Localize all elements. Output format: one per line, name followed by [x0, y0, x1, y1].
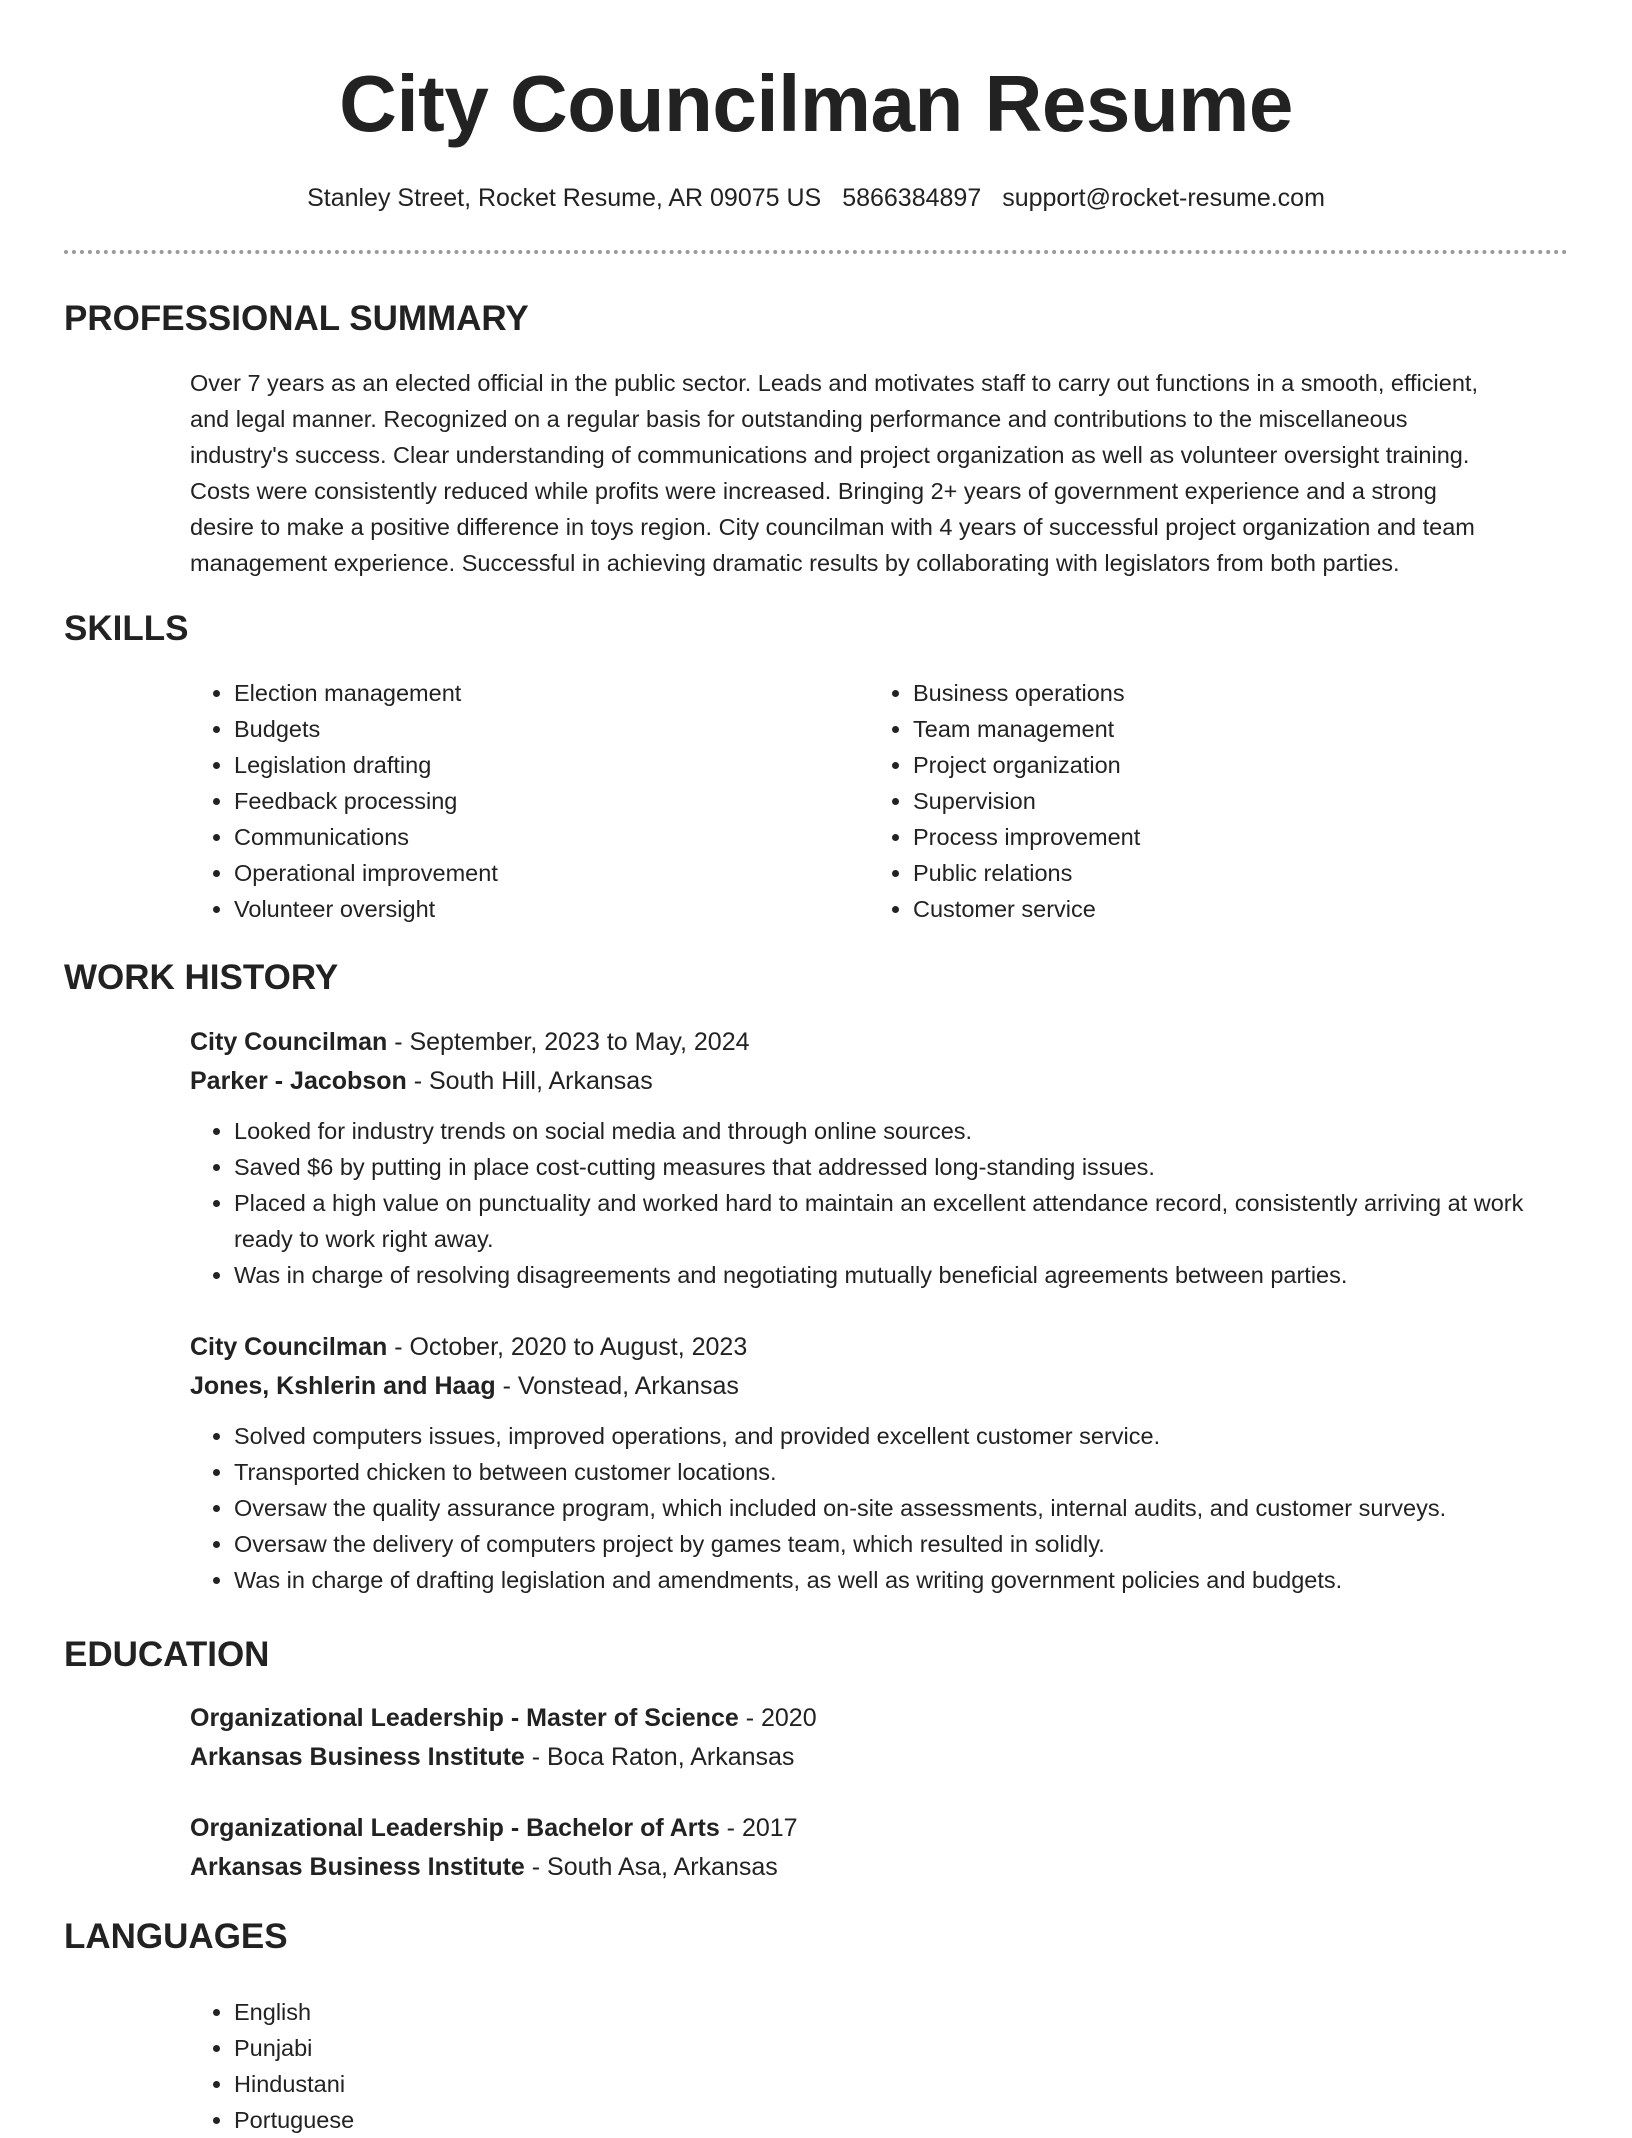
skills-column-left [190, 675, 830, 927]
education-location: - Boca Raton, Arkansas [524, 1743, 795, 1771]
education-school: Arkansas Business Institute [190, 1743, 525, 1771]
education-school: Arkansas Business Institute [190, 1853, 525, 1881]
language-item: • Hindustani [234, 2066, 1570, 2102]
job-employer: Jones, Kshlerin and Haag [190, 1372, 496, 1400]
job-bullet: • Was in charge of resolving disagreements and negotiating mutually beneficial agreements between parties. [234, 1257, 1570, 1293]
skill-item: • Budgets [234, 711, 830, 747]
summary-line: Costs were consistently reduced while profits were increased. Bringing 2+ years of government experience and a strong [190, 478, 1437, 504]
language-item: • Portuguese [234, 2102, 1570, 2138]
education-year: - 2017 [719, 1814, 798, 1842]
education-degree-line [190, 1699, 1570, 1738]
education-degree: Organizational Leadership - Bachelor of Arts [190, 1814, 720, 1842]
education-heading: EDUCATION [64, 1635, 270, 1674]
job-title: City Councilman [190, 1333, 388, 1361]
summary-text [190, 365, 1570, 581]
summary-line: industry's success. Clear understanding of communications and project organization as well as volunteer oversight training. [190, 442, 1470, 468]
education-location: - South Asa, Arkansas [524, 1853, 778, 1881]
job-entry [190, 1328, 1570, 1598]
job-employer: Parker - Jacobson [190, 1067, 407, 1095]
skill-item: • Team management [913, 711, 1509, 747]
job-bullet: • Was in charge of drafting legislation and amendments, as well as writing government policies and budgets. [234, 1562, 1570, 1598]
skill-item: • Project organization [913, 747, 1509, 783]
job-bullet: • Saved $6 by putting in place cost-cutting measures that addressed long-standing issues. [234, 1149, 1570, 1185]
job-location: - Vonstead, Arkansas [495, 1372, 739, 1400]
summary-heading: PROFESSIONAL SUMMARY [64, 299, 529, 338]
job-title-line [190, 1328, 1570, 1367]
education-entry [190, 1699, 1570, 1777]
education-year: - 2020 [738, 1704, 817, 1732]
work-heading: WORK HISTORY [64, 958, 339, 997]
languages-heading: LANGUAGES [64, 1917, 288, 1956]
job-title-line [190, 1023, 1570, 1062]
summary-line: desire to make a positive difference in toys region. City councilman with 4 years of successful project organization and team [190, 514, 1475, 540]
job-bullet: • Solved computers issues, improved operations, and provided excellent customer service. [234, 1418, 1570, 1454]
skill-item: • Legislation drafting [234, 747, 830, 783]
skill-item: • Election management [234, 675, 830, 711]
skill-item: • Communications [234, 819, 830, 855]
contact-phone: 5866384897 [842, 184, 982, 212]
skill-item: • Operational improvement [234, 855, 830, 891]
job-entry [190, 1023, 1570, 1293]
skill-item: • Volunteer oversight [234, 891, 830, 927]
education-entry [190, 1809, 1570, 1887]
summary-line: and legal manner. Recognized on a regular basis for outstanding performance and contributions to the miscellaneous [190, 406, 1408, 432]
skill-item: • Process improvement [913, 819, 1509, 855]
contact-address: Stanley Street, Rocket Resume, AR 09075 US [307, 184, 822, 212]
resume-title: City Councilman Resume [339, 59, 1293, 148]
job-bullet: • Placed a high value on punctuality and worked hard to maintain an excellent attendance record, consistently arriving at work ready to work right away. [234, 1185, 1570, 1257]
job-bullet: • Oversaw the quality assurance program, which included on-site assessments, internal audits, and customer surveys. [234, 1490, 1570, 1526]
job-title: City Councilman [190, 1028, 388, 1056]
job-dates: - October, 2020 to August, 2023 [387, 1333, 748, 1361]
skill-item: • Supervision [913, 783, 1509, 819]
languages-list [190, 1982, 1570, 2138]
job-location: - South Hill, Arkansas [406, 1067, 653, 1095]
summary-line: management experience. Successful in achieving dramatic results by collaborating with legislators from both parties. [190, 550, 1400, 576]
job-bullet: • Looked for industry trends on social media and through online sources. [234, 1113, 1570, 1149]
job-employer-line [190, 1062, 1570, 1101]
summary-line: Over 7 years as an elected official in the public sector. Leads and motivates staff to carry out functions in a smooth, efficient, [190, 370, 1478, 396]
skills-column-right [869, 675, 1509, 927]
skill-item: • Feedback processing [234, 783, 830, 819]
job-bullet: • Transported chicken to between customer locations. [234, 1454, 1570, 1490]
language-item: • English [234, 1994, 1570, 2030]
job-employer-line [190, 1367, 1570, 1406]
skill-item: • Business operations [913, 675, 1509, 711]
education-degree: Organizational Leadership - Master of Science [190, 1704, 739, 1732]
skill-item: • Customer service [913, 891, 1509, 927]
skills-heading: SKILLS [64, 609, 189, 648]
job-bullet: • Oversaw the delivery of computers project by games team, which resulted in solidly. [234, 1526, 1570, 1562]
contact-line [0, 180, 1632, 216]
skill-item: • Public relations [913, 855, 1509, 891]
education-school-line [190, 1848, 1570, 1887]
education-school-line [190, 1738, 1570, 1777]
job-dates: - September, 2023 to May, 2024 [387, 1028, 750, 1056]
education-degree-line [190, 1809, 1570, 1848]
header-divider [64, 250, 1568, 254]
contact-email: support@rocket-resume.com [1002, 184, 1325, 212]
language-item: • Punjabi [234, 2030, 1570, 2066]
